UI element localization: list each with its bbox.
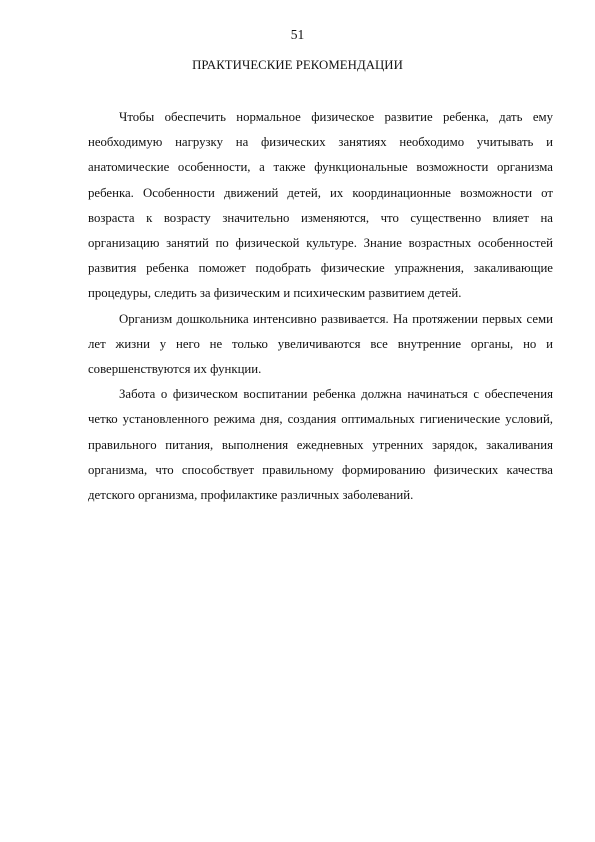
paragraph: Забота о физическом воспитании ребенка должна начинаться с обеспечения четко установленного режима дня, создания оптимальных гигиенические условий, правильного питания, выполнения ежедневных утренних зарядок, закаливания организма, что способствует правильному формированию физических качества детского организма, профилактике различных заболеваний.	[88, 387, 553, 503]
body-text	[88, 105, 553, 508]
paragraph: Чтобы обеспечить нормальное физическое развитие ребенка, дать ему необходимую нагрузку на физических занятиях необходимо учитывать и анатомические особенности, а также функциональные возможности организма ребенка. Особенности движений детей, их координационные возможности от возраста к возрасту значительно изменяются, что существенно влияет на организацию занятий по физической культуре. Знание возрастных особенностей развития ребенка поможет подобрать физические упражнения, закаливающие процедуры, следить за физическим и психическим развитием детей.	[88, 110, 553, 301]
paragraph: Организм дошкольника интенсивно развивается. На протяжении первых семи лет жизни у него не только увеличиваются все внутренние органы, но и совершенствуются их функции.	[88, 311, 553, 377]
page-number: 51	[290, 27, 305, 42]
page-title: ПРАКТИЧЕСКИЕ РЕКОМЕНДАЦИИ	[192, 58, 403, 72]
